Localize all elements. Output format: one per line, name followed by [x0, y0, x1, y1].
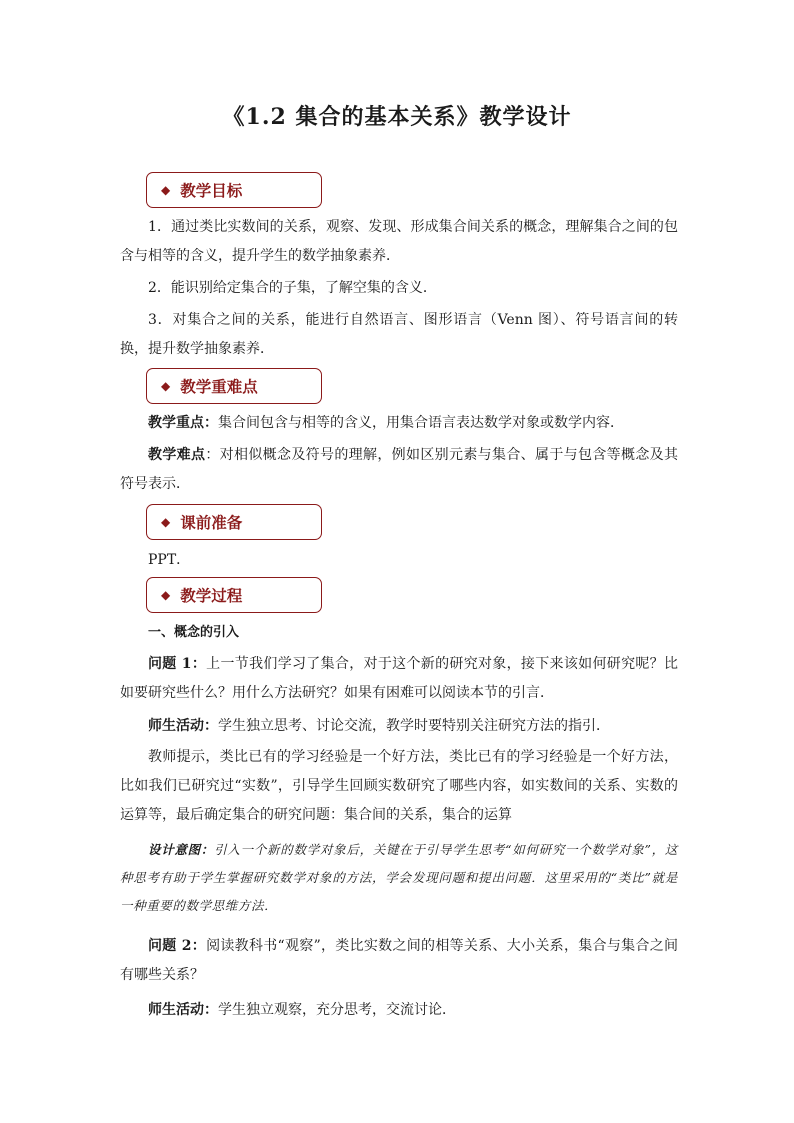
section-header-key-points — [146, 368, 322, 404]
section-header-process — [146, 577, 322, 613]
focus-text: 集合间包含与相等的含义，用集合语言表达数学对象或数学内容． — [218, 415, 624, 431]
activity-1-label: 师生活动： — [148, 718, 218, 734]
activity-2-label: 师生活动： — [148, 1002, 218, 1018]
teaching-difficulty — [120, 441, 678, 499]
teacher-hint: 教师提示，类比已有的学习经验是一个好方法，类比已有的学习经验是一个好方法，比如我们已研究过“实数”，引导学生回顾实数研究了哪些内容，如实数间的关系、实数的运算等，最后确定集合的研究问题：集合间的关系，集合的运算 — [120, 749, 678, 823]
question-1 — [120, 650, 678, 708]
activity-2 — [120, 996, 678, 1025]
document-title: 《1.2 集合的基本关系》教学设计 — [222, 104, 572, 130]
section-label: 课前准备 — [180, 514, 243, 532]
question-2-text: 阅读教科书“观察”，类比实数之间的相等关系、大小关系，集合与集合之间有哪些关系？ — [120, 938, 678, 983]
activity-1 — [120, 712, 678, 741]
activity-2-text: 学生独立观察，充分思考，交流讨论． — [218, 1002, 456, 1018]
section-label: 教学过程 — [180, 587, 243, 605]
teaching-focus — [120, 409, 678, 438]
design-intent-label: 设计意图： — [148, 842, 215, 857]
part1-heading: 一、概念的引入 — [148, 625, 240, 640]
design-intent — [120, 836, 678, 920]
difficulty-label: 教学难点 — [148, 447, 206, 463]
question-1-text: 上一节我们学习了集合，对于这个新的研究对象，接下来该如何研究呢？比如要研究些什么？用什么方法研究？如果有困难可以阅读本节的引言． — [120, 656, 678, 701]
diamond-bullet-icon: ◆ — [161, 515, 171, 529]
objective-item-1: 1．通过类比实数间的关系，观察、发现、形成集合间关系的概念，理解集合之间的包含与相等的含义，提升学生的数学抽象素养． — [120, 219, 678, 264]
preparation-text: PPT． — [148, 552, 191, 568]
section-header-preparation — [146, 504, 322, 540]
diamond-bullet-icon: ◆ — [161, 183, 171, 197]
question-2-label: 问题 2： — [148, 938, 207, 954]
objective-item-3: 3．对集合之间的关系，能进行自然语言、图形语言（Venn 图）、符号语言间的转换，提升数学抽象素养． — [120, 312, 678, 357]
difficulty-text: ：对相似概念及符号的理解，例如区别元素与集合、属于与包含等概念及其符号表示． — [120, 447, 679, 492]
objective-item-2: 2．能识别给定集合的子集，了解空集的含义． — [148, 280, 437, 296]
diamond-bullet-icon: ◆ — [161, 588, 171, 602]
section-label: 教学目标 — [180, 182, 243, 200]
section-label: 教学重难点 — [180, 378, 258, 396]
section-header-objectives — [146, 172, 322, 208]
design-intent-text: 引入一个新的数学对象后，关键在于引导学生思考“如何研究一个数学对象”，这种思考有助于学生掌握研究数学对象的方法，学会发现问题和提出问题．这里采用的“类比”就是一种重要的数学思维方法． — [120, 842, 678, 913]
activity-1-text: 学生独立思考、讨论交流，教学时要特别关注研究方法的指引． — [218, 718, 610, 734]
question-1-label: 问题 1： — [148, 656, 207, 672]
question-2 — [120, 932, 678, 990]
diamond-bullet-icon: ◆ — [161, 379, 171, 393]
focus-label: 教学重点： — [148, 415, 218, 431]
